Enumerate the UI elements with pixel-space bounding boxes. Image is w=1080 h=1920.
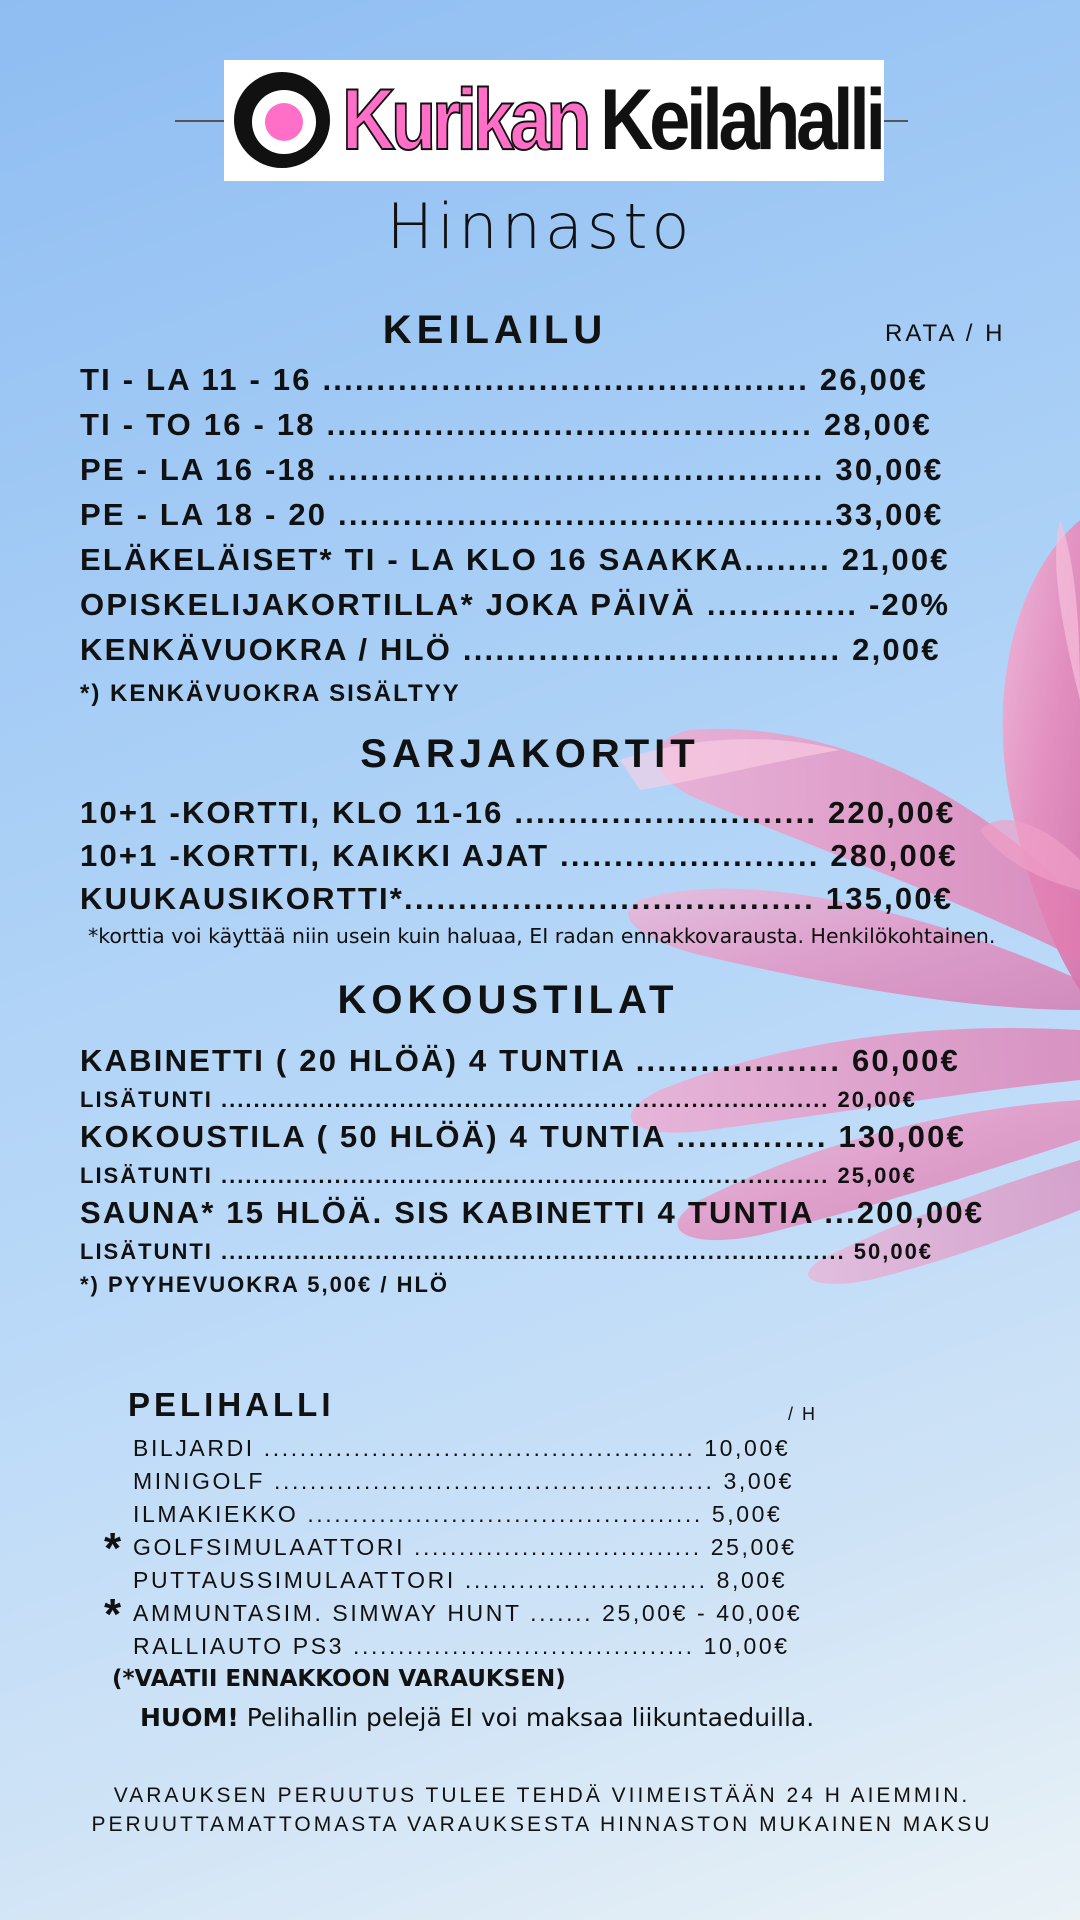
kokoustilat-extra-hour: LISÄTUNTI ........................................................................... 25,00€ [80,1163,917,1188]
pelihalli-unit: / H [788,1404,818,1424]
logo [224,60,884,181]
footer-line-1: VARAUKSEN PERUUTUS TULEE TEHDÄ VIIMEISTÄÄN 24 H AIEMMIN. [113,1784,971,1807]
keilailu-row: KENKÄVUOKRA / HLÖ ................................... 2,00€ [80,632,941,667]
keilailu-row: ELÄKELÄISET* TI - LA KLO 16 SAAKKA........ 21,00€ [80,542,950,577]
asterisk-mark: * [104,1590,122,1639]
pelihalli-row: ILMAKIEKKO ............................................ 5,00€ [133,1501,783,1527]
pelihalli-row: MINIGOLF ................................................. 3,00€ [133,1468,795,1494]
huom-label: HUOM! [140,1703,239,1732]
sarjakortit-row: 10+1 -KORTTI, KAIKKI AJAT ........................ 280,00€ [80,838,958,873]
logo-line-left [175,120,224,122]
keilailu-row: TI - LA 11 - 16 ............................................. 26,00€ [80,362,928,397]
keilailu-row: PE - LA 18 - 20 ..............................................33,00€ [80,497,944,532]
logo-line-right [884,120,908,122]
section-heading-sarjakortit: SARJAKORTIT [360,732,700,776]
pelihalli-row: GOLFSIMULAATTORI ................................ 25,00€ [133,1534,797,1560]
pelihalli-row: BILJARDI ................................................ 10,00€ [133,1435,791,1461]
bowling-ball-icon [232,70,332,170]
section-heading-keilailu: KEILAILU [382,308,608,352]
huom-note [140,1703,814,1732]
keilailu-note: *) KENKÄVUOKRA SISÄLTYY [80,680,461,707]
kokoustilat-row: KOKOUSTILA ( 50 HLÖÄ) 4 TUNTIA .............. 130,00€ [80,1119,966,1154]
keilailu-row: OPISKELIJAKORTILLA* JOKA PÄIVÄ .............. -20% [80,587,951,622]
kokoustilat-note: *) PYYHEVUOKRA 5,00€ / HLÖ [80,1272,450,1297]
section-heading-pelihalli: PELIHALLI [128,1386,335,1423]
keilailu-row: TI - TO 16 - 18 ............................................. 28,00€ [80,407,932,442]
pelihalli-row: PUTTAUSSIMULAATTORI ........................... 8,00€ [133,1567,788,1593]
sarjakortit-row: KUUKAUSIKORTTI*...................................... 135,00€ [80,881,954,916]
pelihalli-row: AMMUNTASIM. SIMWAY HUNT ....... 25,00€ - 40,00€ [133,1600,803,1626]
footer-line-2: PERUUTTAMATTOMASTA VARAUKSESTA HINNASTON MUKAINEN MAKSU [91,1813,993,1836]
sarjakortit-row: 10+1 -KORTTI, KLO 11-16 ............................ 220,00€ [80,795,956,830]
logo-text-keilahalli: Keilahalli [600,72,882,168]
kokoustilat-extra-hour: LISÄTUNTI ............................................................................. 50,00€ [80,1239,934,1264]
kokoustilat-row: KABINETTI ( 20 HLÖÄ) 4 TUNTIA ................... 60,00€ [80,1043,960,1078]
section-heading-kokoustilat: KOKOUSTILAT [337,978,679,1022]
page-title: Hinnasto [386,190,694,263]
kokoustilat-row: SAUNA* 15 HLÖÄ. SIS KABINETTI 4 TUNTIA ...200,00€ [80,1195,985,1230]
kokoustilat-extra-hour: LISÄTUNTI ........................................................................... 20,00€ [80,1087,917,1112]
huom-text: Pelihallin pelejä EI voi maksaa liikuntaeduilla. [238,1703,815,1732]
asterisk-mark: * [104,1524,122,1573]
pelihalli-row: RALLIAUTO PS3 ...................................... 10,00€ [133,1633,790,1659]
keilailu-unit: RATA / H [885,320,1006,347]
pelihalli-reservation-note: (*VAATII ENNAKKOON VARAUKSEN) [112,1666,566,1692]
keilailu-row: PE - LA 16 -18 .............................................. 30,00€ [80,452,944,487]
sarjakortit-note: *korttia voi käyttää niin usein kuin haluaa, EI radan ennakkovarausta. Henkilökohtainen. [88,924,996,948]
logo-text-kurikan: Kurikan [342,72,588,168]
